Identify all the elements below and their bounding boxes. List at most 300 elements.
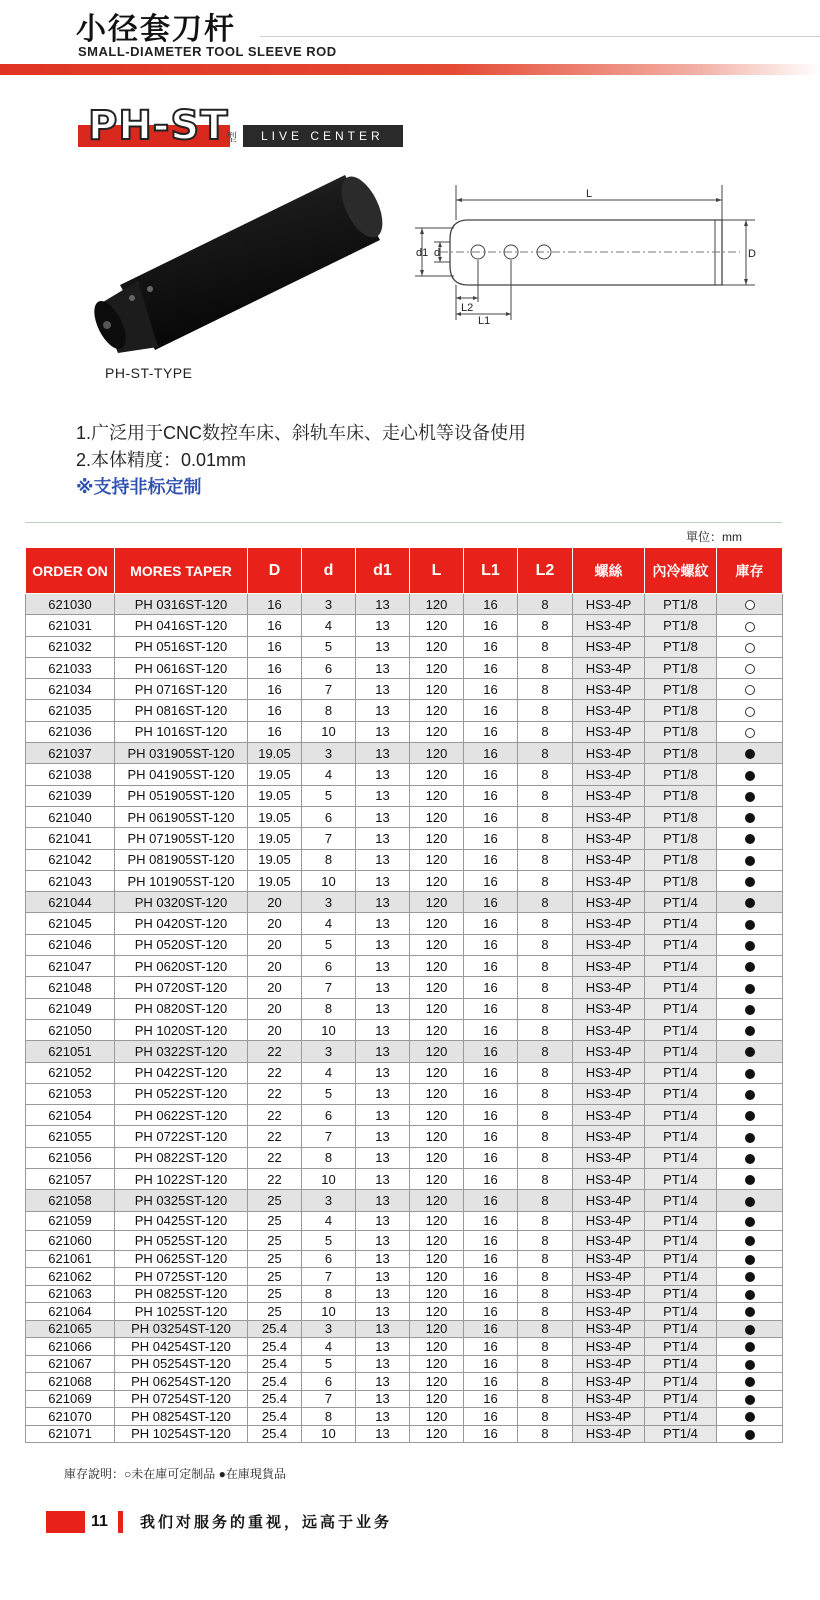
cell-d: 5 (302, 934, 356, 955)
col-header-coolant-thread: 內冷螺紋 (645, 548, 717, 594)
cell-stock (717, 615, 783, 636)
col-header-taper: MORES TAPER (115, 548, 248, 594)
footer-red-block (46, 1511, 85, 1533)
cell-order: 621057 (26, 1169, 115, 1190)
cell-taper: PH 0620ST-120 (115, 956, 248, 977)
cell-taper: PH 05254ST-120 (115, 1355, 248, 1373)
cell-L: 120 (410, 956, 464, 977)
cell-d1: 13 (356, 977, 410, 998)
cell-d: 8 (302, 700, 356, 721)
dim-label-D: D (748, 248, 756, 260)
in-stock-dot-icon (745, 813, 755, 823)
cell-order: 621068 (26, 1373, 115, 1391)
cell-taper: PH 0422ST-120 (115, 1062, 248, 1083)
cell-L: 120 (410, 721, 464, 742)
cell-taper: PH 081905ST-120 (115, 849, 248, 870)
cell-stock (717, 1147, 783, 1168)
in-stock-dot-icon (745, 1395, 755, 1405)
cell-d1: 13 (356, 1147, 410, 1168)
custom-order-circle-icon (745, 728, 755, 738)
cell-L: 120 (410, 892, 464, 913)
cell-d: 7 (302, 977, 356, 998)
cell-stock (717, 1390, 783, 1408)
cell-screw: HS3-4P (573, 764, 645, 785)
cell-coolant-thread: PT1/8 (645, 721, 717, 742)
col-header-screw: 螺絲 (573, 548, 645, 594)
cell-screw: HS3-4P (573, 913, 645, 934)
cell-d: 7 (302, 679, 356, 700)
table-row (26, 1250, 783, 1268)
cell-taper: PH 0716ST-120 (115, 679, 248, 700)
cell-d: 3 (302, 743, 356, 764)
cell-taper: PH 0316ST-120 (115, 594, 248, 615)
cell-L2: 8 (518, 1126, 573, 1147)
table-row (26, 764, 783, 785)
cell-screw: HS3-4P (573, 870, 645, 891)
cell-stock (717, 700, 783, 721)
table-row (26, 1105, 783, 1126)
cell-taper: PH 0320ST-120 (115, 892, 248, 913)
cell-L1: 16 (464, 1425, 518, 1443)
cell-L2: 8 (518, 1425, 573, 1443)
cell-coolant-thread: PT1/8 (645, 679, 717, 700)
cell-L1: 16 (464, 700, 518, 721)
cell-screw: HS3-4P (573, 721, 645, 742)
cell-D: 20 (248, 977, 302, 998)
cell-D: 16 (248, 594, 302, 615)
cell-L: 120 (410, 1373, 464, 1391)
cell-coolant-thread: PT1/4 (645, 1285, 717, 1303)
cell-L2: 8 (518, 1231, 573, 1251)
table-row (26, 1338, 783, 1356)
cell-L: 120 (410, 1231, 464, 1251)
cell-L1: 16 (464, 1190, 518, 1211)
cell-screw: HS3-4P (573, 828, 645, 849)
cell-order: 621067 (26, 1355, 115, 1373)
cell-d: 7 (302, 1126, 356, 1147)
cell-coolant-thread: PT1/4 (645, 956, 717, 977)
col-header-d: d (302, 548, 356, 594)
cell-D: 19.05 (248, 785, 302, 806)
cell-L1: 16 (464, 657, 518, 678)
cell-screw: HS3-4P (573, 1190, 645, 1211)
cell-coolant-thread: PT1/4 (645, 934, 717, 955)
cell-L2: 8 (518, 785, 573, 806)
cell-screw: HS3-4P (573, 594, 645, 615)
in-stock-dot-icon (745, 1325, 755, 1335)
in-stock-dot-icon (745, 1307, 755, 1317)
cell-screw: HS3-4P (573, 1062, 645, 1083)
in-stock-dot-icon (745, 834, 755, 844)
cell-L2: 8 (518, 743, 573, 764)
table-row (26, 785, 783, 806)
cell-stock (717, 806, 783, 827)
cell-d: 6 (302, 1105, 356, 1126)
cell-order: 621037 (26, 743, 115, 764)
cell-L: 120 (410, 594, 464, 615)
cell-order: 621040 (26, 806, 115, 827)
table-row (26, 870, 783, 891)
cell-d: 10 (302, 1019, 356, 1040)
cell-D: 16 (248, 615, 302, 636)
cell-L: 120 (410, 615, 464, 636)
cell-L1: 16 (464, 849, 518, 870)
cell-L1: 16 (464, 636, 518, 657)
cell-stock (717, 1231, 783, 1251)
cell-order: 621036 (26, 721, 115, 742)
cell-coolant-thread: PT1/8 (645, 594, 717, 615)
cell-coolant-thread: PT1/4 (645, 1147, 717, 1168)
cell-order: 621071 (26, 1425, 115, 1443)
cell-d1: 13 (356, 870, 410, 891)
cell-d1: 13 (356, 1041, 410, 1062)
cell-stock (717, 1373, 783, 1391)
cell-stock (717, 1211, 783, 1231)
cell-L1: 16 (464, 806, 518, 827)
table-row (26, 679, 783, 700)
cell-coolant-thread: PT1/4 (645, 1062, 717, 1083)
cell-d: 4 (302, 1338, 356, 1356)
header-red-bar (0, 64, 820, 75)
cell-order: 621051 (26, 1041, 115, 1062)
type-badge (78, 103, 403, 147)
cell-coolant-thread: PT1/4 (645, 1190, 717, 1211)
product-caption: PH-ST-TYPE (105, 365, 193, 381)
cell-taper: PH 0522ST-120 (115, 1083, 248, 1104)
cell-taper: PH 031905ST-120 (115, 743, 248, 764)
cell-d1: 13 (356, 1126, 410, 1147)
cell-d: 6 (302, 1250, 356, 1268)
cell-screw: HS3-4P (573, 657, 645, 678)
cell-L2: 8 (518, 998, 573, 1019)
table-row (26, 1126, 783, 1147)
cell-taper: PH 03254ST-120 (115, 1320, 248, 1338)
table-row (26, 1083, 783, 1104)
cell-L2: 8 (518, 615, 573, 636)
in-stock-dot-icon (745, 1377, 755, 1387)
in-stock-dot-icon (745, 1236, 755, 1246)
cell-d: 4 (302, 1211, 356, 1231)
cell-coolant-thread: PT1/8 (645, 806, 717, 827)
cell-L2: 8 (518, 1105, 573, 1126)
type-tag: LIVE CENTER (243, 125, 403, 147)
feature-line-custom: ※支持非标定制 (76, 477, 202, 497)
cell-L2: 8 (518, 913, 573, 934)
cell-L: 120 (410, 1320, 464, 1338)
cell-d: 10 (302, 870, 356, 891)
in-stock-dot-icon (745, 1069, 755, 1079)
cell-stock (717, 764, 783, 785)
cell-D: 22 (248, 1041, 302, 1062)
cell-L1: 16 (464, 1338, 518, 1356)
in-stock-dot-icon (745, 1290, 755, 1300)
table-row (26, 1285, 783, 1303)
cell-L1: 16 (464, 828, 518, 849)
cell-stock (717, 1320, 783, 1338)
footer-separator (118, 1511, 123, 1533)
cell-order: 621052 (26, 1062, 115, 1083)
cell-d1: 13 (356, 998, 410, 1019)
cell-order: 621043 (26, 870, 115, 891)
cell-stock (717, 1355, 783, 1373)
cell-D: 25 (248, 1190, 302, 1211)
cell-d1: 13 (356, 615, 410, 636)
table-row (26, 806, 783, 827)
cell-order: 621066 (26, 1338, 115, 1356)
cell-d: 5 (302, 1083, 356, 1104)
cell-d1: 13 (356, 849, 410, 870)
dim-label-L1: L1 (478, 315, 491, 325)
cell-d: 6 (302, 956, 356, 977)
cell-screw: HS3-4P (573, 1083, 645, 1104)
cell-L: 120 (410, 1408, 464, 1426)
page-subtitle: SMALL-DIAMETER TOOL SLEEVE ROD (78, 44, 337, 59)
table-row (26, 934, 783, 955)
table-row (26, 1355, 783, 1373)
cell-taper: PH 07254ST-120 (115, 1390, 248, 1408)
cell-screw: HS3-4P (573, 1285, 645, 1303)
cell-stock (717, 743, 783, 764)
cell-order: 621061 (26, 1250, 115, 1268)
cell-d1: 13 (356, 657, 410, 678)
cell-L2: 8 (518, 849, 573, 870)
cell-L: 120 (410, 785, 464, 806)
cell-d: 5 (302, 785, 356, 806)
cell-taper: PH 1022ST-120 (115, 1169, 248, 1190)
cell-order: 621039 (26, 785, 115, 806)
table-row (26, 913, 783, 934)
table-row (26, 892, 783, 913)
cell-stock (717, 870, 783, 891)
cell-L: 120 (410, 998, 464, 1019)
table-row (26, 1169, 783, 1190)
cell-taper: PH 1020ST-120 (115, 1019, 248, 1040)
cell-D: 20 (248, 892, 302, 913)
cell-coolant-thread: PT1/4 (645, 913, 717, 934)
cell-d1: 13 (356, 1355, 410, 1373)
cell-L2: 8 (518, 1190, 573, 1211)
in-stock-dot-icon (745, 1272, 755, 1282)
cell-D: 25.4 (248, 1390, 302, 1408)
cell-order: 621070 (26, 1408, 115, 1426)
cell-L: 120 (410, 1041, 464, 1062)
cell-L1: 16 (464, 913, 518, 934)
cell-D: 20 (248, 998, 302, 1019)
cell-order: 621035 (26, 700, 115, 721)
cell-order: 621041 (26, 828, 115, 849)
in-stock-dot-icon (745, 1026, 755, 1036)
cell-coolant-thread: PT1/4 (645, 1231, 717, 1251)
table-row (26, 1041, 783, 1062)
cell-screw: HS3-4P (573, 785, 645, 806)
cell-L: 120 (410, 1355, 464, 1373)
cell-L: 120 (410, 657, 464, 678)
in-stock-dot-icon (745, 1111, 755, 1121)
in-stock-dot-icon (745, 856, 755, 866)
cell-L2: 8 (518, 636, 573, 657)
cell-L2: 8 (518, 870, 573, 891)
cell-stock (717, 679, 783, 700)
cell-coolant-thread: PT1/8 (645, 849, 717, 870)
cell-L: 120 (410, 828, 464, 849)
cell-order: 621069 (26, 1390, 115, 1408)
in-stock-dot-icon (745, 749, 755, 759)
cell-L1: 16 (464, 615, 518, 636)
table-row (26, 1211, 783, 1231)
cell-coolant-thread: PT1/8 (645, 828, 717, 849)
cell-D: 22 (248, 1126, 302, 1147)
cell-D: 22 (248, 1147, 302, 1168)
cell-L1: 16 (464, 785, 518, 806)
cell-L1: 16 (464, 1062, 518, 1083)
cell-stock (717, 849, 783, 870)
cell-L2: 8 (518, 1169, 573, 1190)
cell-L1: 16 (464, 1373, 518, 1391)
in-stock-dot-icon (745, 771, 755, 781)
cell-L1: 16 (464, 1041, 518, 1062)
cell-d1: 13 (356, 1250, 410, 1268)
cell-L1: 16 (464, 1250, 518, 1268)
cell-d1: 13 (356, 1285, 410, 1303)
cell-L: 120 (410, 1285, 464, 1303)
cell-screw: HS3-4P (573, 1373, 645, 1391)
cell-L2: 8 (518, 1303, 573, 1321)
cell-screw: HS3-4P (573, 934, 645, 955)
cell-L2: 8 (518, 892, 573, 913)
cell-stock (717, 1303, 783, 1321)
cell-L: 120 (410, 1303, 464, 1321)
cell-stock (717, 913, 783, 934)
cell-stock (717, 1250, 783, 1268)
cell-taper: PH 071905ST-120 (115, 828, 248, 849)
cell-D: 25 (248, 1285, 302, 1303)
cell-coolant-thread: PT1/8 (645, 657, 717, 678)
cell-coolant-thread: PT1/8 (645, 785, 717, 806)
cell-d1: 13 (356, 1390, 410, 1408)
cell-screw: HS3-4P (573, 679, 645, 700)
table-row (26, 700, 783, 721)
cell-L1: 16 (464, 1320, 518, 1338)
cell-stock (717, 1126, 783, 1147)
cell-D: 25.4 (248, 1320, 302, 1338)
cell-L: 120 (410, 1268, 464, 1286)
cell-d: 4 (302, 913, 356, 934)
cell-taper: PH 0622ST-120 (115, 1105, 248, 1126)
cell-L2: 8 (518, 721, 573, 742)
cell-D: 25 (248, 1250, 302, 1268)
type-suffix: 型 (226, 132, 237, 144)
col-header-d1: d1 (356, 548, 410, 594)
cell-screw: HS3-4P (573, 977, 645, 998)
cell-L1: 16 (464, 764, 518, 785)
cell-L: 120 (410, 934, 464, 955)
cell-coolant-thread: PT1/4 (645, 1169, 717, 1190)
cell-stock (717, 1338, 783, 1356)
cell-stock (717, 1169, 783, 1190)
cell-L: 120 (410, 1019, 464, 1040)
cell-stock (717, 1425, 783, 1443)
table-row (26, 743, 783, 764)
cell-d1: 13 (356, 806, 410, 827)
table-top-line (25, 522, 782, 523)
cell-screw: HS3-4P (573, 892, 645, 913)
cell-coolant-thread: PT1/4 (645, 1105, 717, 1126)
cell-order: 621050 (26, 1019, 115, 1040)
cell-L2: 8 (518, 1019, 573, 1040)
cell-L2: 8 (518, 700, 573, 721)
cell-stock (717, 998, 783, 1019)
stock-legend: 庫存說明：○未在庫可定制品 ●在庫現貨品 (64, 1467, 286, 1481)
cell-L: 120 (410, 636, 464, 657)
cell-D: 20 (248, 913, 302, 934)
table-row (26, 1147, 783, 1168)
in-stock-dot-icon (745, 962, 755, 972)
cell-d1: 13 (356, 1373, 410, 1391)
cell-stock (717, 892, 783, 913)
cell-taper: PH 10254ST-120 (115, 1425, 248, 1443)
dim-label-d1: d1 (416, 247, 429, 259)
cell-D: 22 (248, 1105, 302, 1126)
table-row (26, 1268, 783, 1286)
cell-taper: PH 0416ST-120 (115, 615, 248, 636)
in-stock-dot-icon (745, 877, 755, 887)
cell-taper: PH 0420ST-120 (115, 913, 248, 934)
cell-taper: PH 0816ST-120 (115, 700, 248, 721)
cell-stock (717, 934, 783, 955)
cell-screw: HS3-4P (573, 1126, 645, 1147)
cell-order: 621033 (26, 657, 115, 678)
cell-L: 120 (410, 1062, 464, 1083)
cell-stock (717, 657, 783, 678)
cell-coolant-thread: PT1/4 (645, 998, 717, 1019)
table-row (26, 1190, 783, 1211)
cell-screw: HS3-4P (573, 743, 645, 764)
cell-taper: PH 0822ST-120 (115, 1147, 248, 1168)
cell-D: 16 (248, 657, 302, 678)
cell-taper: PH 0720ST-120 (115, 977, 248, 998)
cell-stock (717, 1268, 783, 1286)
cell-order: 621063 (26, 1285, 115, 1303)
custom-order-circle-icon (745, 643, 755, 653)
cell-taper: PH 0322ST-120 (115, 1041, 248, 1062)
cell-d: 3 (302, 1320, 356, 1338)
cell-L2: 8 (518, 828, 573, 849)
cell-taper: PH 041905ST-120 (115, 764, 248, 785)
cell-D: 19.05 (248, 806, 302, 827)
cell-screw: HS3-4P (573, 806, 645, 827)
cell-order: 621058 (26, 1190, 115, 1211)
cell-order: 621059 (26, 1211, 115, 1231)
cell-stock (717, 828, 783, 849)
cell-d: 3 (302, 892, 356, 913)
cell-L2: 8 (518, 1147, 573, 1168)
cell-L1: 16 (464, 1231, 518, 1251)
cell-coolant-thread: PT1/8 (645, 636, 717, 657)
cell-stock (717, 1105, 783, 1126)
cell-stock (717, 785, 783, 806)
cell-stock (717, 1083, 783, 1104)
cell-d1: 13 (356, 764, 410, 785)
cell-d: 3 (302, 1190, 356, 1211)
cell-d1: 13 (356, 1425, 410, 1443)
custom-order-circle-icon (745, 600, 755, 610)
cell-coolant-thread: PT1/4 (645, 977, 717, 998)
cell-D: 16 (248, 636, 302, 657)
cell-d: 8 (302, 1285, 356, 1303)
cell-d: 3 (302, 594, 356, 615)
cell-coolant-thread: PT1/4 (645, 1355, 717, 1373)
cell-L1: 16 (464, 1355, 518, 1373)
